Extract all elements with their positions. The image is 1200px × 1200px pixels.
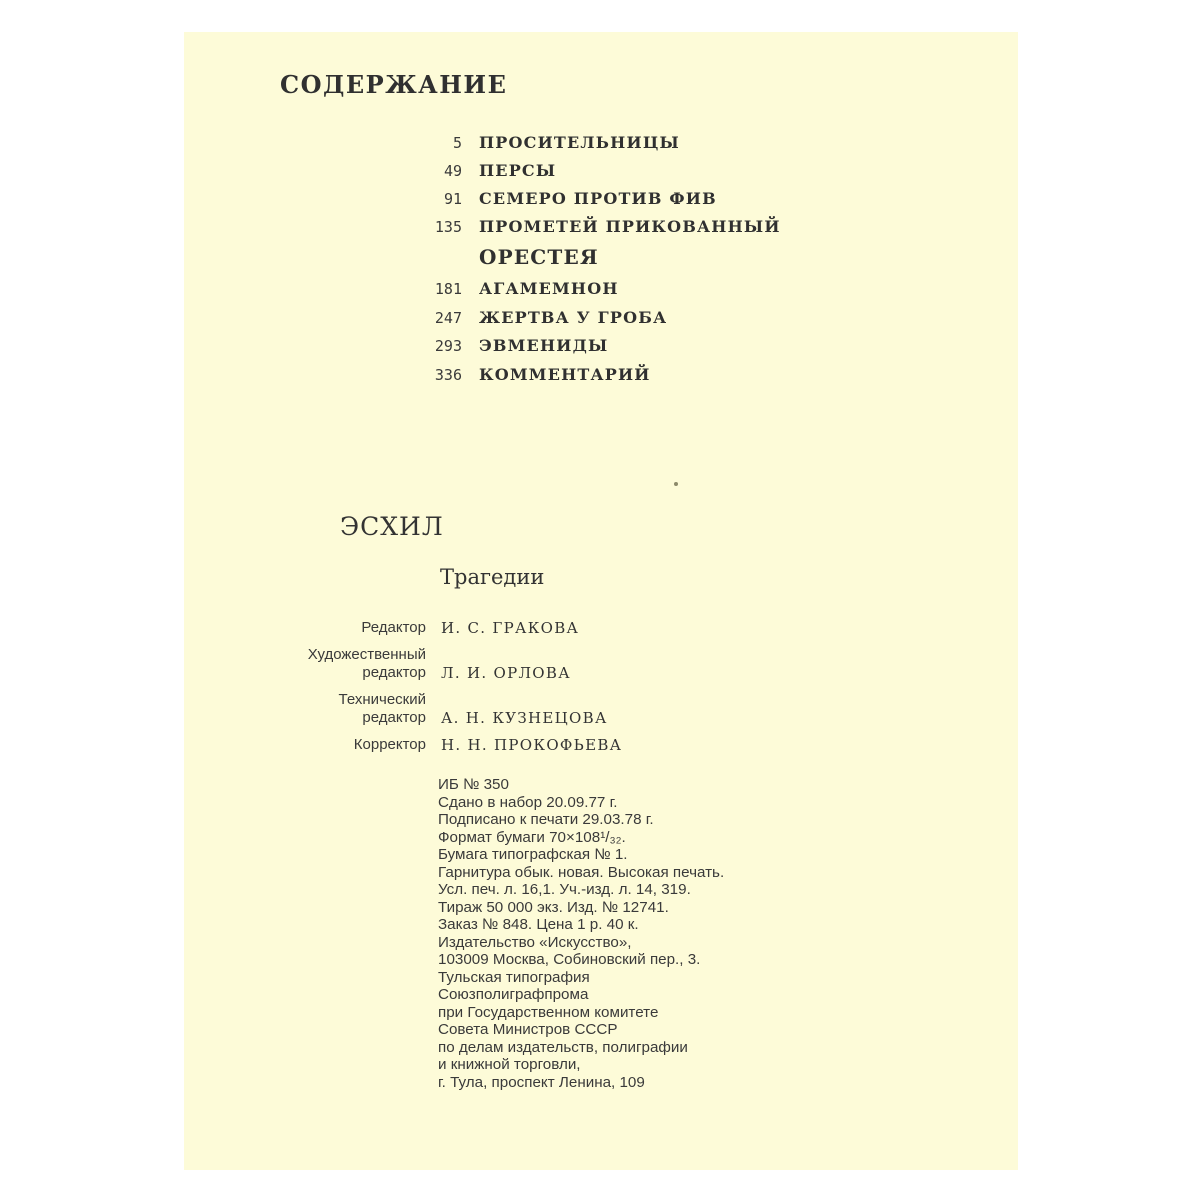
toc-item	[420, 365, 651, 389]
credit-name: Л. И. ОРЛОВА	[441, 664, 571, 682]
imprint-line: ИБ № 350	[438, 776, 509, 793]
toc-title: СЕМЕРО ПРОТИВ ФИВ	[479, 189, 717, 208]
imprint-line: Совета Министров СССР	[438, 1021, 618, 1038]
credit-name: И. С. ГРАКОВА	[441, 619, 580, 637]
toc-item	[420, 189, 717, 213]
imprint-line: 103009 Москва, Собиновский пер., 3.	[438, 951, 701, 968]
credit-role: Редактор	[361, 619, 426, 636]
toc-section-heading: ОРЕСТЕЯ	[479, 245, 599, 269]
imprint-line: Усл. печ. л. 16,1. Уч.-изд. л. 14, 319.	[438, 881, 691, 898]
imprint-line: Бумага типографская № 1.	[438, 846, 628, 863]
imprint-line: Гарнитура обык. новая. Высокая печать.	[438, 863, 725, 881]
imprint-line: и книжной торговли,	[438, 1056, 581, 1073]
contents-heading: СОДЕРЖАНИЕ	[280, 70, 508, 99]
credit-role: Технический редактор	[338, 691, 426, 726]
credit-role: Художественный редактор	[307, 646, 426, 681]
toc-page-number: 135	[434, 218, 462, 236]
toc-item	[420, 308, 667, 332]
imprint-line: Тираж 50 000 экз. Изд. № 12741.	[438, 898, 669, 916]
toc-item	[420, 217, 781, 241]
toc-page-number: 5	[452, 134, 462, 152]
paper-speck	[674, 482, 678, 486]
credit-role: Корректор	[353, 736, 426, 753]
toc-page-number: 181	[434, 280, 462, 298]
toc-title: КОММЕНТАРИЙ	[479, 365, 651, 384]
book-author: ЭСХИЛ	[340, 512, 444, 541]
imprint-line: Формат бумаги 70×108¹/₃₂.	[438, 828, 626, 846]
toc-title: ПРОМЕТЕЙ ПРИКОВАННЫЙ	[479, 217, 781, 236]
toc-page-number: 91	[443, 190, 462, 208]
credit-name: А. Н. КУЗНЕЦОВА	[441, 709, 608, 727]
toc-item	[420, 133, 680, 157]
toc-page-number: 49	[443, 162, 462, 180]
imprint-line: Издательство «Искусство»,	[438, 933, 632, 951]
imprint-line: Заказ № 848. Цена 1 р. 40 к.	[438, 916, 639, 933]
toc-title: ПРОСИТЕЛЬНИЦЫ	[479, 133, 680, 152]
toc-item	[420, 336, 608, 360]
imprint-line: по делам издательств, полиграфии	[438, 1038, 688, 1056]
imprint-line: Тульская типография	[438, 968, 590, 986]
toc-title: ЭВМЕНИДЫ	[479, 336, 609, 355]
book-subtitle: Трагедии	[440, 565, 545, 589]
imprint-line: г. Тула, проспект Ленина, 109	[438, 1073, 645, 1091]
toc-page-number: 293	[434, 337, 462, 355]
imprint-line: Союзполиграфпрома	[438, 986, 589, 1003]
imprint-line: Подписано к печати 29.03.78 г.	[438, 811, 654, 828]
toc-title: АГАМЕМНОН	[479, 279, 619, 298]
toc-title: ЖЕРТВА У ГРОБА	[479, 308, 668, 327]
toc-title: ПЕРСЫ	[479, 161, 557, 180]
imprint-line: Сдано в набор 20.09.77 г.	[438, 793, 618, 811]
credit-name: Н. Н. ПРОКОФЬЕВА	[441, 736, 623, 754]
toc-item	[420, 279, 619, 303]
imprint-line: при Государственном комитете	[438, 1003, 659, 1021]
toc-page-number: 247	[434, 309, 462, 327]
toc-item	[420, 161, 556, 185]
toc-page-number: 336	[434, 366, 462, 384]
imprint-block	[438, 776, 724, 1091]
